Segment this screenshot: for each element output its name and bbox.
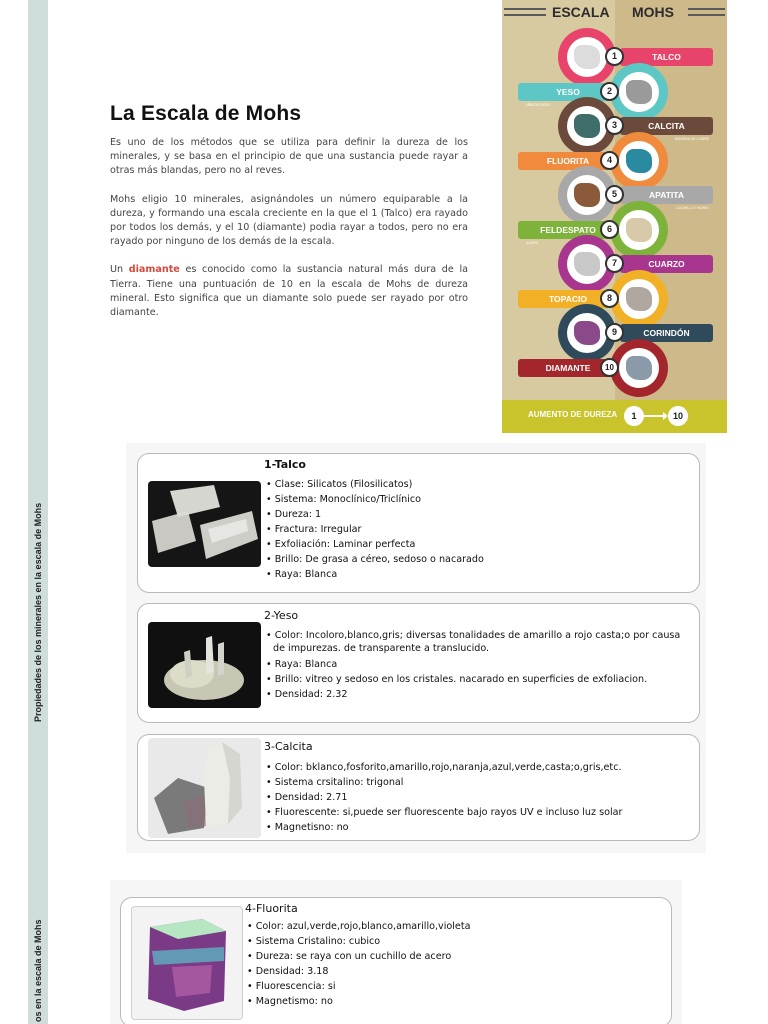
calcita-image	[148, 738, 261, 838]
mineral-hardness-number: 9	[605, 323, 624, 342]
mineral-card-talco	[137, 453, 700, 593]
mineral-name: CALCITA	[648, 121, 685, 131]
infographic-title-mohs: MOHS	[632, 4, 674, 20]
property-item: • Brillo: De grasa a céreo, sedoso o nacarado	[264, 552, 684, 567]
mineral-photo	[567, 175, 607, 215]
mineral-name: YESO	[556, 86, 580, 97]
sidebar-label-top: Propiedades de los minerales en la escala de Mohs	[33, 502, 43, 722]
header-rule	[688, 8, 725, 10]
mineral-name: CUARZO	[648, 259, 685, 269]
property-item: • Exfoliación: Laminar perfecta	[264, 537, 684, 552]
card-title: 3-Calcita	[264, 740, 313, 753]
card-properties	[264, 760, 694, 835]
header-rule	[688, 14, 725, 16]
mineral-specimen-icon	[626, 218, 652, 242]
mineral-reference-tool: ACERO	[526, 240, 539, 245]
fluorita-image	[131, 906, 243, 1020]
intro-section	[110, 102, 468, 334]
property-item: • Brillo: vitreo y sedoso en los cristales. nacarado en superficies de exfoliacion.	[264, 672, 694, 687]
mineral-hardness-number: 7	[605, 254, 624, 273]
property-item: • Magnetismo: no	[245, 994, 665, 1009]
mineral-name: DIAMANTE	[545, 362, 591, 373]
intro-paragraph-3-pre: Un	[110, 264, 129, 276]
mineral-card-fluorita	[120, 897, 672, 1024]
property-item: • Color: azul,verde,rojo,blanco,amarillo,violeta	[245, 919, 665, 934]
intro-paragraph-3	[110, 263, 468, 320]
mineral-specimen-icon	[574, 252, 600, 276]
mineral-photo	[619, 210, 659, 250]
property-item: • Fractura: Irregular	[264, 522, 684, 537]
hardness-increase-bar	[502, 400, 727, 433]
card-title: 1-Talco	[264, 458, 306, 471]
property-item: • Raya: Blanca	[264, 657, 694, 672]
intro-paragraph-2: Mohs eligio 10 minerales, asignándoles un número equiparable a la dureza, y formando una escala creciente en la que el 1 (Talco) era rayado por todos los demás, y el 10 (diamante) podia rayar a todos, pero no era rayado por ninguno de los demás de la escala.	[110, 193, 468, 248]
property-item: • Color: bklanco,fosforito,amarillo,rojo,naranja,azul,verde,casta;o,gris,etc.	[264, 760, 694, 775]
mineral-hardness-number: 6	[600, 220, 619, 239]
diamante-highlight: diamante	[128, 264, 180, 276]
mineral-name: FLUORITA	[546, 155, 590, 166]
mineral-hardness-number: 3	[605, 116, 624, 135]
mineral-reference-tool: MONEDA DE COBRE	[674, 137, 709, 141]
mineral-photo	[567, 313, 607, 353]
arrow-right-icon	[644, 415, 666, 417]
property-item: • Fluorescente: si,puede ser fluorescente bajo rayos UV e incluso luz solar	[264, 805, 694, 820]
page-title: La Escala de Mohs	[110, 102, 302, 125]
property-item: • Dureza: se raya con un cuchillo de acero	[245, 949, 665, 964]
property-item: • Sistema Cristalino: cubico	[245, 934, 665, 949]
mineral-hardness-number: 1	[605, 47, 624, 66]
mineral-name: CORINDÓN	[643, 328, 690, 338]
mineral-hardness-number: 10	[600, 358, 619, 377]
property-item: • Raya: Blanca	[264, 567, 684, 582]
mineral-specimen-icon	[626, 287, 652, 311]
mineral-photo	[619, 141, 659, 181]
infographic-header	[502, 0, 727, 26]
property-item: • Color: Incoloro,blanco,gris; diversas tonalidades de amarillo a rojo casta;o por causa de impurezas. de transparente a translucido.	[264, 629, 694, 655]
mineral-reference-tool: CUCHILLO / VIDRIO	[676, 206, 709, 210]
mineral-photo	[567, 37, 607, 77]
property-item: • Fluorescencia: si	[245, 979, 665, 994]
property-item: • Sistema: Monoclínico/Triclínico	[264, 492, 684, 507]
card-properties	[264, 477, 684, 582]
mineral-specimen-icon	[574, 321, 600, 345]
sidebar-label-bottom: os en la escala de Mohs	[33, 919, 43, 1022]
property-item: • Densidad: 2.71	[264, 790, 694, 805]
mineral-photo	[619, 348, 659, 388]
mohs-scale-infographic	[502, 0, 727, 433]
property-item: • Densidad: 2.32	[264, 687, 694, 702]
mineral-name: TOPACIO	[549, 293, 587, 304]
header-rule	[504, 14, 546, 16]
mineral-specimen-icon	[626, 356, 652, 380]
mineral-card-calcita	[137, 734, 700, 841]
hardness-to-badge: 10	[668, 406, 688, 426]
mineral-name: APATITA	[649, 190, 684, 200]
mineral-specimen-icon	[574, 183, 600, 207]
property-item: • Sistema crsitalino: trigonal	[264, 775, 694, 790]
yeso-image	[148, 622, 261, 708]
mineral-specimen-icon	[574, 114, 600, 138]
property-item: • Densidad: 3.18	[245, 964, 665, 979]
mineral-name: FELDESPATO	[540, 224, 596, 235]
infographic-title-escala: ESCALA	[552, 4, 610, 20]
card-properties	[264, 629, 694, 702]
mineral-specimen-icon	[626, 80, 652, 104]
mineral-hardness-number: 8	[600, 289, 619, 308]
card-title: 4-Fluorita	[245, 902, 298, 915]
talco-image	[148, 481, 261, 567]
card-properties	[245, 919, 665, 1009]
intro-paragraph-1: Es uno de los métodos que se utiliza para definir la dureza de los minerales, y se basa en el principio de que una sustancia puede rayar a otras más blandas, pero no al reves.	[110, 137, 468, 177]
header-rule	[504, 8, 546, 10]
mineral-photo	[619, 72, 659, 112]
mineral-hardness-number: 5	[605, 185, 624, 204]
card-title: 2-Yeso	[264, 609, 299, 622]
mineral-specimen-icon	[574, 45, 600, 69]
property-item: • Dureza: 1	[264, 507, 684, 522]
mineral-name: TALCO	[652, 52, 681, 62]
mineral-hardness-number: 4	[600, 151, 619, 170]
hardness-increase-label: AUMENTO DE DUREZA	[528, 410, 618, 419]
intro-paragraph-3-post: es conocido como la sustancia natural más dura de la Tierra. Tiene una puntuación de 10 en la escala de Mohs de dureza mineral. Esto significa que un diamante solo puede ser rayado por otro diamante.	[110, 264, 468, 319]
mineral-hardness-number: 2	[600, 82, 619, 101]
mineral-reference-tool: UÑA DE DEDO	[526, 102, 551, 107]
hardness-from-badge: 1	[624, 406, 644, 426]
mineral-photo	[567, 244, 607, 284]
mineral-card-yeso	[137, 603, 700, 723]
mineral-specimen-icon	[626, 149, 652, 173]
mineral-photo	[567, 106, 607, 146]
property-item: • Magnetisno: no	[264, 820, 694, 835]
property-item: • Clase: Silicatos (Filosilicatos)	[264, 477, 684, 492]
mineral-photo	[619, 279, 659, 319]
